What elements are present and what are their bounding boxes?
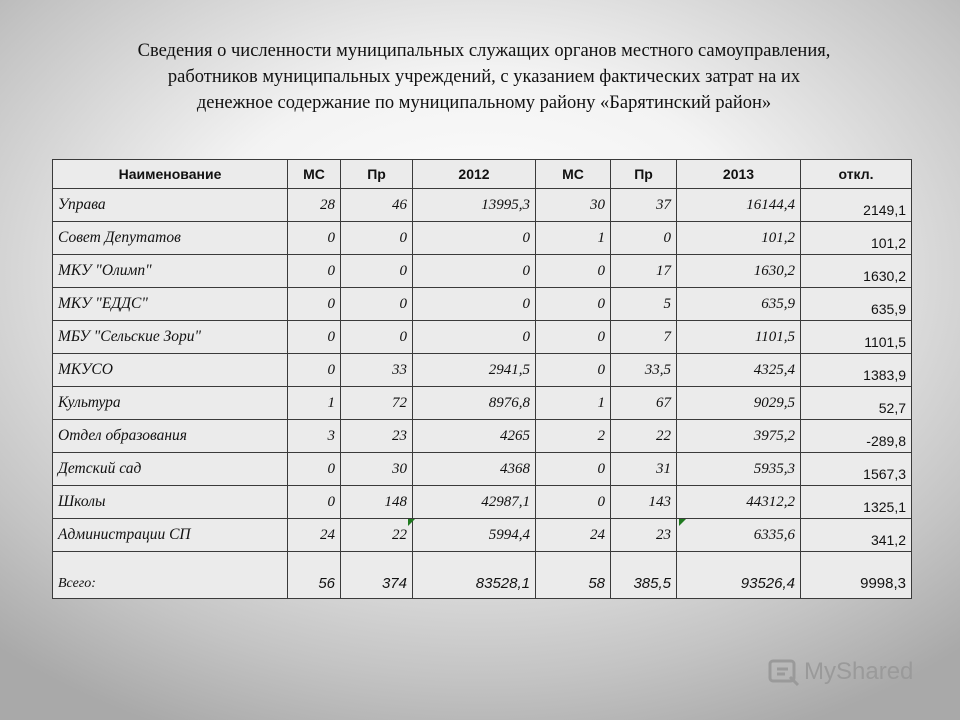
cell-otkl: 2149,1 bbox=[801, 189, 912, 222]
cell-ms-2012: 56 bbox=[288, 552, 341, 599]
cell-ms-2012: 0 bbox=[288, 288, 341, 321]
cell-ms-2013: 2 bbox=[536, 420, 611, 453]
cell-name: МКУ "ЕДДС" bbox=[53, 288, 288, 321]
cell-sum-2013: 4325,4 bbox=[677, 354, 801, 387]
table-row bbox=[53, 354, 912, 387]
cell-sum-2012: 2941,5 bbox=[413, 354, 536, 387]
cell-pr-2012: 0 bbox=[341, 222, 413, 255]
table-row bbox=[53, 387, 912, 420]
cell-pr-2012: 0 bbox=[341, 321, 413, 354]
watermark bbox=[768, 656, 913, 688]
cell-pr-2013: 143 bbox=[611, 486, 677, 519]
cell-ms-2013: 24 bbox=[536, 519, 611, 552]
cell-pr-2013: 67 bbox=[611, 387, 677, 420]
cell-ms-2012: 0 bbox=[288, 486, 341, 519]
header-2013: 2013 bbox=[677, 160, 801, 189]
table-row bbox=[53, 519, 912, 552]
cell-sum-2013: 5935,3 bbox=[677, 453, 801, 486]
header-pr-2012: Пр bbox=[341, 160, 413, 189]
header-2012: 2012 bbox=[413, 160, 536, 189]
title-line: Сведения о численности муниципальных служащих органов местного самоуправления, bbox=[137, 41, 831, 61]
cell-sum-2012: 5994,4 bbox=[413, 519, 536, 552]
cell-otkl: 52,7 bbox=[801, 387, 912, 420]
cell-name: Отдел образования bbox=[53, 420, 288, 453]
cell-name: МБУ "Сельские Зори" bbox=[53, 321, 288, 354]
cell-sum-2013: 635,9 bbox=[677, 288, 801, 321]
myshared-logo-icon bbox=[768, 657, 800, 687]
cell-ms-2013: 0 bbox=[536, 255, 611, 288]
cell-pr-2013: 37 bbox=[611, 189, 677, 222]
cell-otkl: 1383,9 bbox=[801, 354, 912, 387]
cell-sum-2012: 0 bbox=[413, 288, 536, 321]
cell-pr-2013: 385,5 bbox=[611, 552, 677, 599]
title-line: работников муниципальных учреждений, с указанием фактических затрат на их bbox=[167, 67, 801, 87]
cell-pr-2012: 46 bbox=[341, 189, 413, 222]
table-header-row bbox=[53, 160, 912, 189]
cell-sum-2012: 8976,8 bbox=[413, 387, 536, 420]
table-row bbox=[53, 255, 912, 288]
header-ms-2012: МС bbox=[288, 160, 341, 189]
header-otkl: откл. bbox=[801, 160, 912, 189]
cell-ms-2013: 0 bbox=[536, 354, 611, 387]
cell-otkl: 635,9 bbox=[801, 288, 912, 321]
table-row bbox=[53, 288, 912, 321]
cell-ms-2013: 0 bbox=[536, 288, 611, 321]
cell-name: Управа bbox=[53, 189, 288, 222]
cell-sum-2013: 44312,2 bbox=[677, 486, 801, 519]
cell-pr-2013: 7 bbox=[611, 321, 677, 354]
cell-ms-2012: 0 bbox=[288, 255, 341, 288]
cell-sum-2012: 0 bbox=[413, 321, 536, 354]
cell-pr-2013: 23 bbox=[611, 519, 677, 552]
cell-pr-2012: 374 bbox=[341, 552, 413, 599]
cell-ms-2012: 3 bbox=[288, 420, 341, 453]
cell-otkl: 1567,3 bbox=[801, 453, 912, 486]
cell-sum-2012: 0 bbox=[413, 222, 536, 255]
cell-otkl: 341,2 bbox=[801, 519, 912, 552]
title-line: денежное содержание по муниципальному району «Барятинский район» bbox=[196, 93, 772, 113]
cell-name: Совет Депутатов bbox=[53, 222, 288, 255]
watermark-text: MyShared bbox=[804, 658, 914, 685]
table-row bbox=[53, 321, 912, 354]
cell-otkl: 9998,3 bbox=[801, 552, 912, 599]
cell-ms-2013: 58 bbox=[536, 552, 611, 599]
header-pr-2013: Пр bbox=[611, 160, 677, 189]
cell-otkl: 101,2 bbox=[801, 222, 912, 255]
cell-ms-2013: 0 bbox=[536, 486, 611, 519]
staff-expenses-table bbox=[52, 159, 912, 599]
cell-ms-2012: 28 bbox=[288, 189, 341, 222]
cell-name: Культура bbox=[53, 387, 288, 420]
cell-sum-2012: 0 bbox=[413, 255, 536, 288]
total-row bbox=[53, 552, 912, 599]
cell-sum-2013: 16144,4 bbox=[677, 189, 801, 222]
cell-otkl: 1630,2 bbox=[801, 255, 912, 288]
cell-pr-2012: 23 bbox=[341, 420, 413, 453]
cell-ms-2012: 0 bbox=[288, 453, 341, 486]
cell-pr-2012: 22 bbox=[341, 519, 413, 552]
cell-pr-2012: 148 bbox=[341, 486, 413, 519]
cell-sum-2013: 1101,5 bbox=[677, 321, 801, 354]
cell-sum-2013: 101,2 bbox=[677, 222, 801, 255]
table-row bbox=[53, 420, 912, 453]
cell-ms-2013: 1 bbox=[536, 222, 611, 255]
cell-otkl: 1101,5 bbox=[801, 321, 912, 354]
header-ms-2013: МС bbox=[536, 160, 611, 189]
cell-otkl: 1325,1 bbox=[801, 486, 912, 519]
cell-ms-2013: 0 bbox=[536, 453, 611, 486]
cell-pr-2012: 30 bbox=[341, 453, 413, 486]
cell-pr-2013: 33,5 bbox=[611, 354, 677, 387]
cell-sum-2013: 6335,6 bbox=[677, 519, 801, 552]
cell-pr-2012: 33 bbox=[341, 354, 413, 387]
cell-marker bbox=[679, 519, 686, 526]
cell-name: МКУСО bbox=[53, 354, 288, 387]
cell-sum-2013: 3975,2 bbox=[677, 420, 801, 453]
cell-pr-2013: 22 bbox=[611, 420, 677, 453]
cell-pr-2012: 0 bbox=[341, 255, 413, 288]
cell-ms-2012: 0 bbox=[288, 321, 341, 354]
cell-sum-2013: 93526,4 bbox=[677, 552, 801, 599]
cell-pr-2013: 5 bbox=[611, 288, 677, 321]
cell-sum-2012: 42987,1 bbox=[413, 486, 536, 519]
cell-pr-2013: 17 bbox=[611, 255, 677, 288]
cell-sum-2012: 83528,1 bbox=[413, 552, 536, 599]
cell-ms-2012: 1 bbox=[288, 387, 341, 420]
cell-ms-2012: 24 bbox=[288, 519, 341, 552]
cell-marker bbox=[408, 519, 415, 526]
cell-pr-2012: 0 bbox=[341, 288, 413, 321]
cell-sum-2012: 13995,3 bbox=[413, 189, 536, 222]
cell-pr-2012: 72 bbox=[341, 387, 413, 420]
cell-sum-2012: 4265 bbox=[413, 420, 536, 453]
cell-ms-2013: 30 bbox=[536, 189, 611, 222]
table-row bbox=[53, 222, 912, 255]
cell-name: МКУ "Олимп" bbox=[53, 255, 288, 288]
cell-ms-2012: 0 bbox=[288, 354, 341, 387]
slide-title bbox=[60, 38, 908, 116]
cell-pr-2013: 0 bbox=[611, 222, 677, 255]
cell-otkl: -289,8 bbox=[801, 420, 912, 453]
cell-ms-2012: 0 bbox=[288, 222, 341, 255]
cell-sum-2013: 1630,2 bbox=[677, 255, 801, 288]
cell-pr-2013: 31 bbox=[611, 453, 677, 486]
cell-sum-2012: 4368 bbox=[413, 453, 536, 486]
cell-name: Школы bbox=[53, 486, 288, 519]
cell-sum-2013: 9029,5 bbox=[677, 387, 801, 420]
table-row bbox=[53, 453, 912, 486]
table-row bbox=[53, 189, 912, 222]
header-name: Наименование bbox=[53, 160, 288, 189]
cell-name: Администрации СП bbox=[53, 519, 288, 552]
cell-ms-2013: 0 bbox=[536, 321, 611, 354]
cell-name: Всего: bbox=[53, 552, 288, 599]
cell-ms-2013: 1 bbox=[536, 387, 611, 420]
cell-name: Детский сад bbox=[53, 453, 288, 486]
table-row bbox=[53, 486, 912, 519]
